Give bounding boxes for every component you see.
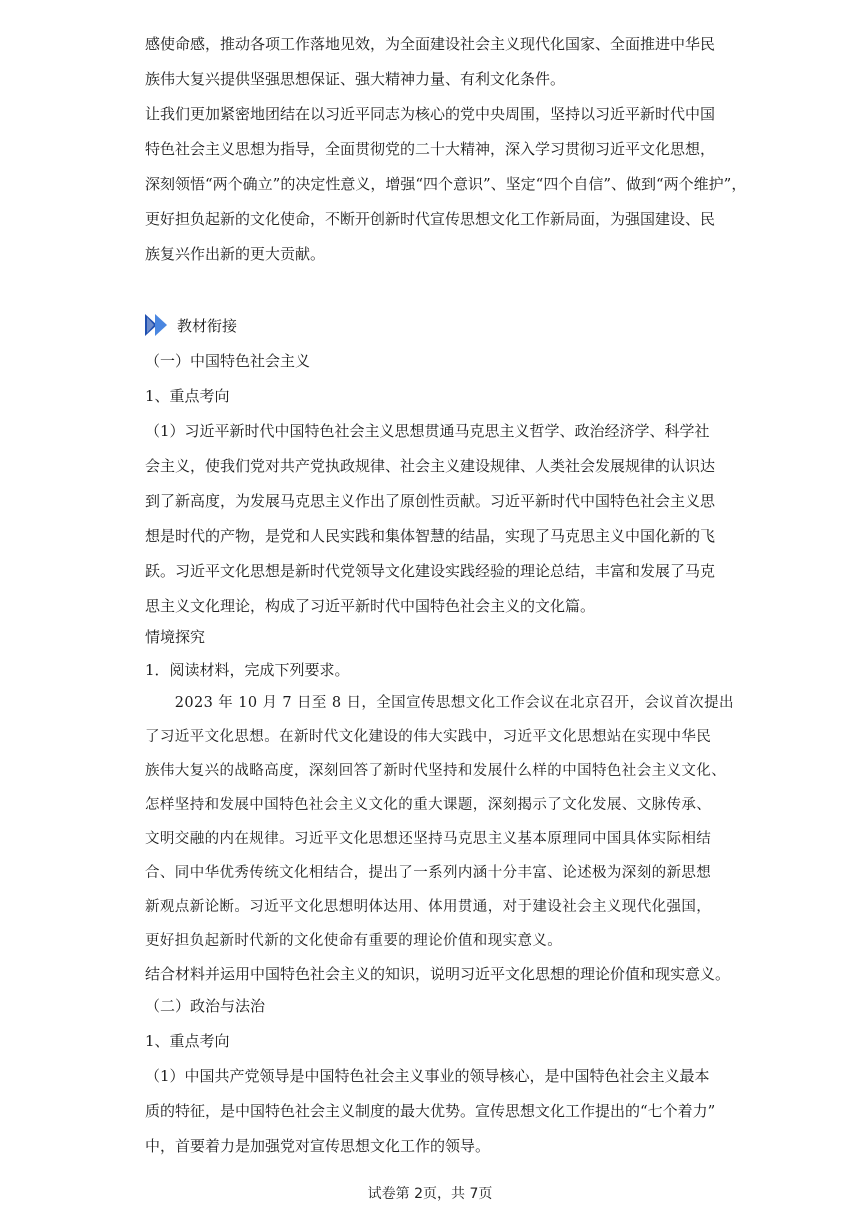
point-line: 想是时代的产物，是党和人民实践和集体智慧的结晶，实现了马克思主义中国化新的飞 bbox=[145, 527, 716, 545]
paragraph-line: 族伟大复兴提供坚强思想保证、强大精神力量、有利文化条件。 bbox=[145, 70, 566, 88]
paragraph-line: 特色社会主义思想为指导，全面贯彻党的二十大精神，深入学习贯彻习近平文化思想， bbox=[145, 140, 716, 158]
point-line: 质的特征，是中国特色社会主义制度的最大优势。宣传思想文化工作提出的“七个着力” bbox=[145, 1102, 716, 1120]
material-line: 了习近平文化思想。在新时代文化建设的伟大实践中，习近平文化思想站在实现中华民 bbox=[145, 729, 712, 745]
point-line: 思主义文化理论，构成了习近平新时代中国特色社会主义的文化篇。 bbox=[145, 597, 596, 615]
part2-subheading: 1、重点考向 bbox=[145, 1032, 230, 1050]
material-line: 新观点新论断。习近平文化思想明体达用、体用贯通，对于建设社会主义现代化强国， bbox=[145, 899, 712, 915]
point-line: 会主义，使我们党对共产党执政规律、社会主义建设规律、人类社会发展规律的认识达 bbox=[145, 457, 716, 475]
material-line: 更好担负起新时代新的文化使命有重要的理论价值和现实意义。 bbox=[145, 933, 563, 949]
material-line: 文明交融的内在规律。习近平文化思想还坚持马克思主义基本原理同中国具体实际相结 bbox=[145, 831, 712, 847]
material-line: 2023 年 10 月 7 日至 8 日，全国宣传思想文化工作会议在北京召开，会议首次提出 bbox=[145, 695, 734, 711]
point-line: （1）中国共产党领导是中国特色社会主义事业的领导核心，是中国特色社会主义最本 bbox=[145, 1067, 710, 1085]
double-arrow-icon bbox=[143, 313, 173, 337]
explore-heading: 情境探究 bbox=[145, 628, 206, 646]
section-heading bbox=[143, 311, 237, 339]
material-line: 怎样坚持和发展中国特色社会主义文化的重大课题，深刻揭示了文化发展、文脉传承、 bbox=[145, 797, 712, 813]
part1-subheading: 1、重点考向 bbox=[145, 387, 230, 405]
paragraph-line: 深刻领悟“两个确立”的决定性意义，增强“四个意识”、坚定“四个自信”、做到“两个维护”， bbox=[145, 175, 747, 193]
paragraph-line: 让我们更加紧密地团结在以习近平同志为核心的党中央周围，坚持以习近平新时代中国 bbox=[145, 105, 716, 123]
question-intro: 1．阅读材料，完成下列要求。 bbox=[145, 661, 350, 679]
page-footer: 试卷第 2页，共 7页 bbox=[367, 1186, 493, 1202]
paragraph-line: 更好担负起新的文化使命，不断开创新时代宣传思想文化工作新局面，为强国建设、民 bbox=[145, 210, 716, 228]
paragraph-line: 感使命感，推动各项工作落地见效，为全面建设社会主义现代化国家、全面推进中华民 bbox=[145, 35, 716, 53]
point-line: 中，首要着力是加强党对宣传思想文化工作的领导。 bbox=[145, 1137, 491, 1155]
section-title: 教材衔接 bbox=[177, 316, 238, 335]
point-line: 到了新高度，为发展马克思主义作出了原创性贡献。习近平新时代中国特色社会主义思 bbox=[145, 492, 716, 510]
part1-heading: （一）中国特色社会主义 bbox=[145, 352, 311, 370]
material-line: 合、同中华优秀传统文化相结合，提出了一系列内涵十分丰富、论述极为深刻的新思想 bbox=[145, 865, 712, 881]
material-line: 族伟大复兴的战略高度，深刻回答了新时代坚持和发展什么样的中国特色社会主义文化、 bbox=[145, 763, 727, 779]
part2-heading: （二）政治与法治 bbox=[145, 997, 266, 1015]
point-line: 跃。习近平文化思想是新时代党领导文化建设实践经验的理论总结，丰富和发展了马克 bbox=[145, 562, 716, 580]
question-text: 结合材料并运用中国特色社会主义的知识，说明习近平文化思想的理论价值和现实意义。 bbox=[145, 965, 731, 983]
paragraph-line: 族复兴作出新的更大贡献。 bbox=[145, 245, 326, 263]
point-line: （1）习近平新时代中国特色社会主义思想贯通马克思主义哲学、政治经济学、科学社 bbox=[145, 422, 710, 440]
